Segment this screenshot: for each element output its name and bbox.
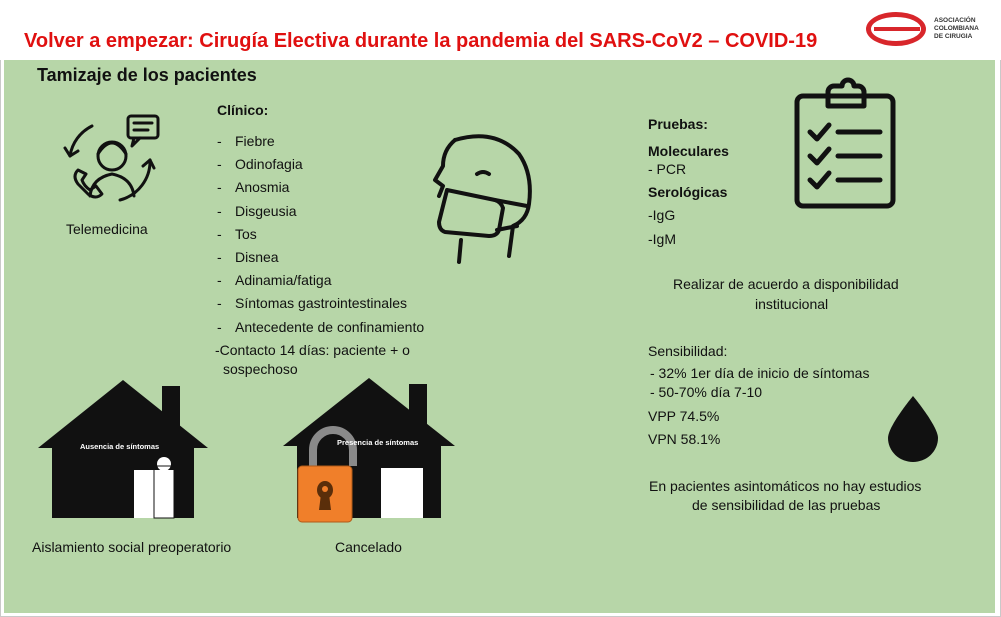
sensitivity-item-1: - 32% 1er día de inicio de síntomas [650, 365, 870, 381]
asymptomatic-line-2: de sensibilidad de las pruebas [692, 497, 881, 513]
blood-drop-icon [888, 396, 938, 462]
contact-line-1: -Contacto 14 días: paciente + o [215, 342, 410, 358]
vpp-value: VPP 74.5% [648, 408, 720, 424]
availability-line-1: Realizar de acuerdo a disponibilidad [673, 276, 899, 292]
clinical-item-label: Odinofagia [235, 156, 303, 173]
list-dash: - [217, 318, 222, 335]
clinical-item-label: Tos [235, 225, 257, 242]
logo-bar [874, 27, 920, 31]
isolation-caption: Aislamiento social preoperatorio [32, 539, 232, 555]
association-logo [866, 10, 996, 50]
list-dash: - [217, 202, 222, 219]
serology-title: Serológicas [648, 184, 728, 200]
list-dash: - [217, 225, 222, 242]
telemedicine-label: Telemedicina [66, 221, 148, 237]
logo-text-line: DE CIRUGIA [934, 33, 973, 40]
isolation-house-label: Ausencia de síntomas [80, 442, 160, 451]
cancelled-house-label: Presencia de síntomas [337, 438, 419, 447]
clinical-item-label: Fiebre [235, 133, 275, 149]
list-dash: - [217, 156, 222, 173]
logo-text-line: COLOMBIANA [934, 25, 979, 32]
tests-title: Pruebas: [648, 116, 708, 132]
clinical-item-label: Disgeusia [235, 202, 297, 219]
sensitivity-item-2: - 50-70% día 7-10 [650, 384, 763, 400]
igg-item: -IgG [648, 207, 676, 223]
header [0, 0, 1001, 60]
face-mask-icon [425, 132, 535, 262]
logo-text-line: ASOCIACIÓN [934, 17, 976, 24]
list-dash: - [217, 249, 222, 265]
clinical-item-label: Disnea [235, 249, 279, 265]
logo-text [934, 17, 998, 41]
contact-line-2: sospechoso [223, 361, 298, 377]
molecular-item: - PCR [648, 161, 687, 177]
list-dash: - [217, 272, 222, 289]
list-dash: - [217, 179, 222, 196]
clinical-item-label: Adinamia/fatiga [235, 272, 332, 289]
section-title: Tamizaje de los pacientes [37, 65, 257, 85]
clipboard-checklist-icon [794, 80, 896, 210]
vpn-value: VPN 58.1% [648, 431, 721, 447]
page-title: Volver a empezar: Cirugía Electiva durante la pandemia del SARS-CoV2 – COVID-19 [24, 30, 818, 52]
list-dash: - [217, 295, 222, 312]
availability-line-2: institucional [755, 296, 829, 312]
sensitivity-title: Sensibilidad: [648, 343, 728, 359]
clinical-item-label: Anosmia [235, 179, 290, 196]
padlock-icon [298, 466, 352, 522]
telemedicine-icon [62, 112, 162, 212]
clinical-item-label: Síntomas gastrointestinales [235, 295, 407, 312]
clinical-item-label: Antecedente de confinamiento [235, 318, 425, 335]
cancelled-caption: Cancelado [335, 539, 402, 555]
list-dash: - [217, 133, 222, 149]
clinical-title: Clínico: [217, 102, 269, 118]
igm-item: -IgM [648, 231, 676, 247]
asymptomatic-line-1: En pacientes asintomáticos no hay estudios [649, 478, 922, 494]
molecular-title: Moleculares [648, 143, 729, 159]
